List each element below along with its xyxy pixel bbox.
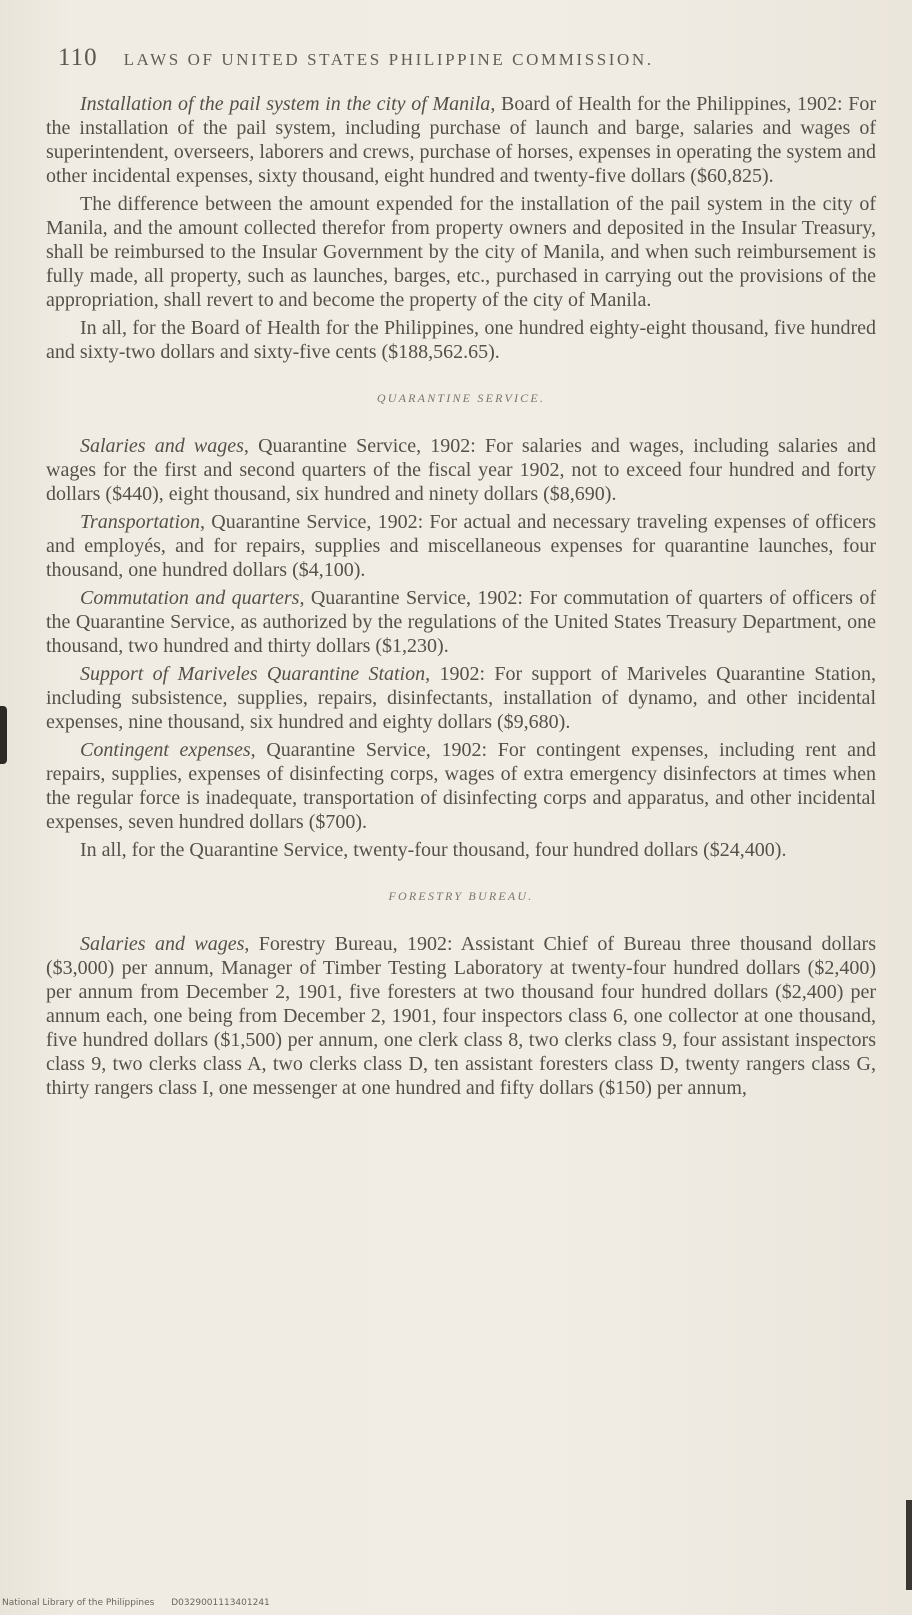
- paragraph-quarantine-transportation: [46, 510, 876, 582]
- running-head: LAWS OF UNITED STATES PHILIPPINE COMMISSION.: [123, 50, 654, 69]
- paragraph-quarantine-mariveles: [46, 662, 876, 734]
- paragraph-lead: Transportation: [80, 511, 201, 533]
- paragraph-lead: Support of Mariveles Quarantine Station: [80, 663, 426, 685]
- paragraph-lead: Salaries and wages: [80, 435, 244, 457]
- paragraph-forestry-salaries: [46, 932, 876, 1100]
- page-header: [58, 44, 858, 74]
- paragraph-text: In all, for the Board of Health for the Philippines, one hundred eighty-eight thousand, five hundred and sixty-two dollars and sixty-five cents ($188,562.65).: [46, 317, 876, 363]
- paragraph-pail-system: [46, 92, 876, 188]
- paragraph-text: , Board of Health for the Philippines, 1902: For the installation of the pail system, including purchase of launch and barge, salaries and wages of superintendent, overseers, laborers and crews, purchase of horses, expenses in operating the system and other incidental expenses, sixty thousand, eight hundred and twenty-five dollars ($60,825).: [46, 93, 877, 187]
- paragraph-text: , Quarantine Service, 1902: For contingent expenses, including rent and repairs, supplies, expenses of disinfecting corps, wages of extra emergency disinfectors at times when the regular force is inadequate, transportation of disinfecting corps and apparatus, and other incidental expenses, seven hundred dollars ($700).: [46, 739, 876, 833]
- paragraph-quarantine-contingent: [46, 738, 876, 834]
- scan-footer: [2, 1598, 284, 1608]
- binding-shadow: [0, 706, 7, 764]
- footer-library: National Library of the Philippines: [2, 1598, 155, 1608]
- section-heading-quarantine: QUARANTINE SERVICE.: [376, 391, 546, 405]
- page-number: 110: [58, 44, 98, 71]
- paragraph-lead: Commutation and quarters: [80, 587, 300, 609]
- page-edge-shadow: [906, 1500, 912, 1590]
- paragraph-quarantine-commutation: [46, 586, 876, 658]
- section-heading-forestry: FORESTRY BUREAU.: [388, 889, 534, 903]
- paragraph-reimbursement: [46, 192, 876, 312]
- paragraph-quarantine-salaries: [46, 434, 876, 506]
- paragraph-lead: Installation of the pail system in the city of Manila: [80, 93, 491, 115]
- paragraph-text: , Quarantine Service, 1902: For actual and necessary traveling expenses of officers and employés, and for repairs, supplies and miscellaneous expenses for quarantine launches, four thousand, one hundred dollars ($4,100).: [46, 511, 876, 581]
- paragraph-quarantine-total: [46, 838, 876, 862]
- paragraph-text: The difference between the amount expended for the installation of the pail system in the city of Manila, and the amount collected therefor from property owners and deposited in the Insular Treasury, shall be reimbursed to the Insular Government by the city of Manila, and when such reimbursement is fully made, all property, such as launches, barges, etc., purchased in carrying out the provisions of the appropriation, shall revert to and become the property of the city of Manila.: [46, 193, 876, 311]
- body-text: [46, 92, 876, 1104]
- paragraph-lead: Salaries and wages: [80, 933, 245, 955]
- paragraph-text: , Quarantine Service, 1902: For commutation of quarters of officers of the Quarantine Service, as authorized by the regulations of the United States Treasury Department, one thousand, two hundred and thirty dollars ($1,230).: [46, 587, 876, 657]
- paragraph-text: , Quarantine Service, 1902: For salaries and wages, including salaries and wages for the first and second quarters of the fiscal year 1902, not to exceed four hundred and forty dollars ($440), eight thousand, six hundred and ninety dollars ($8,690).: [46, 435, 876, 505]
- paragraph-text: In all, for the Quarantine Service, twenty-four thousand, four hundred dollars ($24,400).: [80, 839, 787, 861]
- paragraph-text: , 1902: For support of Mariveles Quarantine Station, including subsistence, supplies, repairs, disinfectants, installation of dynamo, and other incidental expenses, nine thousand, six hundred and eighty dollars ($9,680).: [46, 663, 876, 733]
- paragraph-board-total: [46, 316, 876, 364]
- footer-code: D0329001113401241: [171, 1598, 270, 1608]
- paragraph-lead: Contingent expenses: [80, 739, 251, 761]
- paragraph-text: , Forestry Bureau, 1902: Assistant Chief of Bureau three thousand dollars ($3,000) per annum, Manager of Timber Testing Laboratory at twenty-four hundred dollars ($2,400) per annum from December 2, 1901, five foresters at two thousand four hundred dollars ($2,400) per annum each, one being from December 2, 1901, four inspectors class 6, one collector at one thousand, five hundred dollars ($1,500) per annum, one clerk class 8, two clerks class 9, four assistant inspectors class 9, two clerks class A, two clerks class D, ten assistant foresters class D, twenty rangers class G, thirty rangers class I, one messenger at one hundred and fifty dollars ($150) per annum,: [46, 933, 876, 1099]
